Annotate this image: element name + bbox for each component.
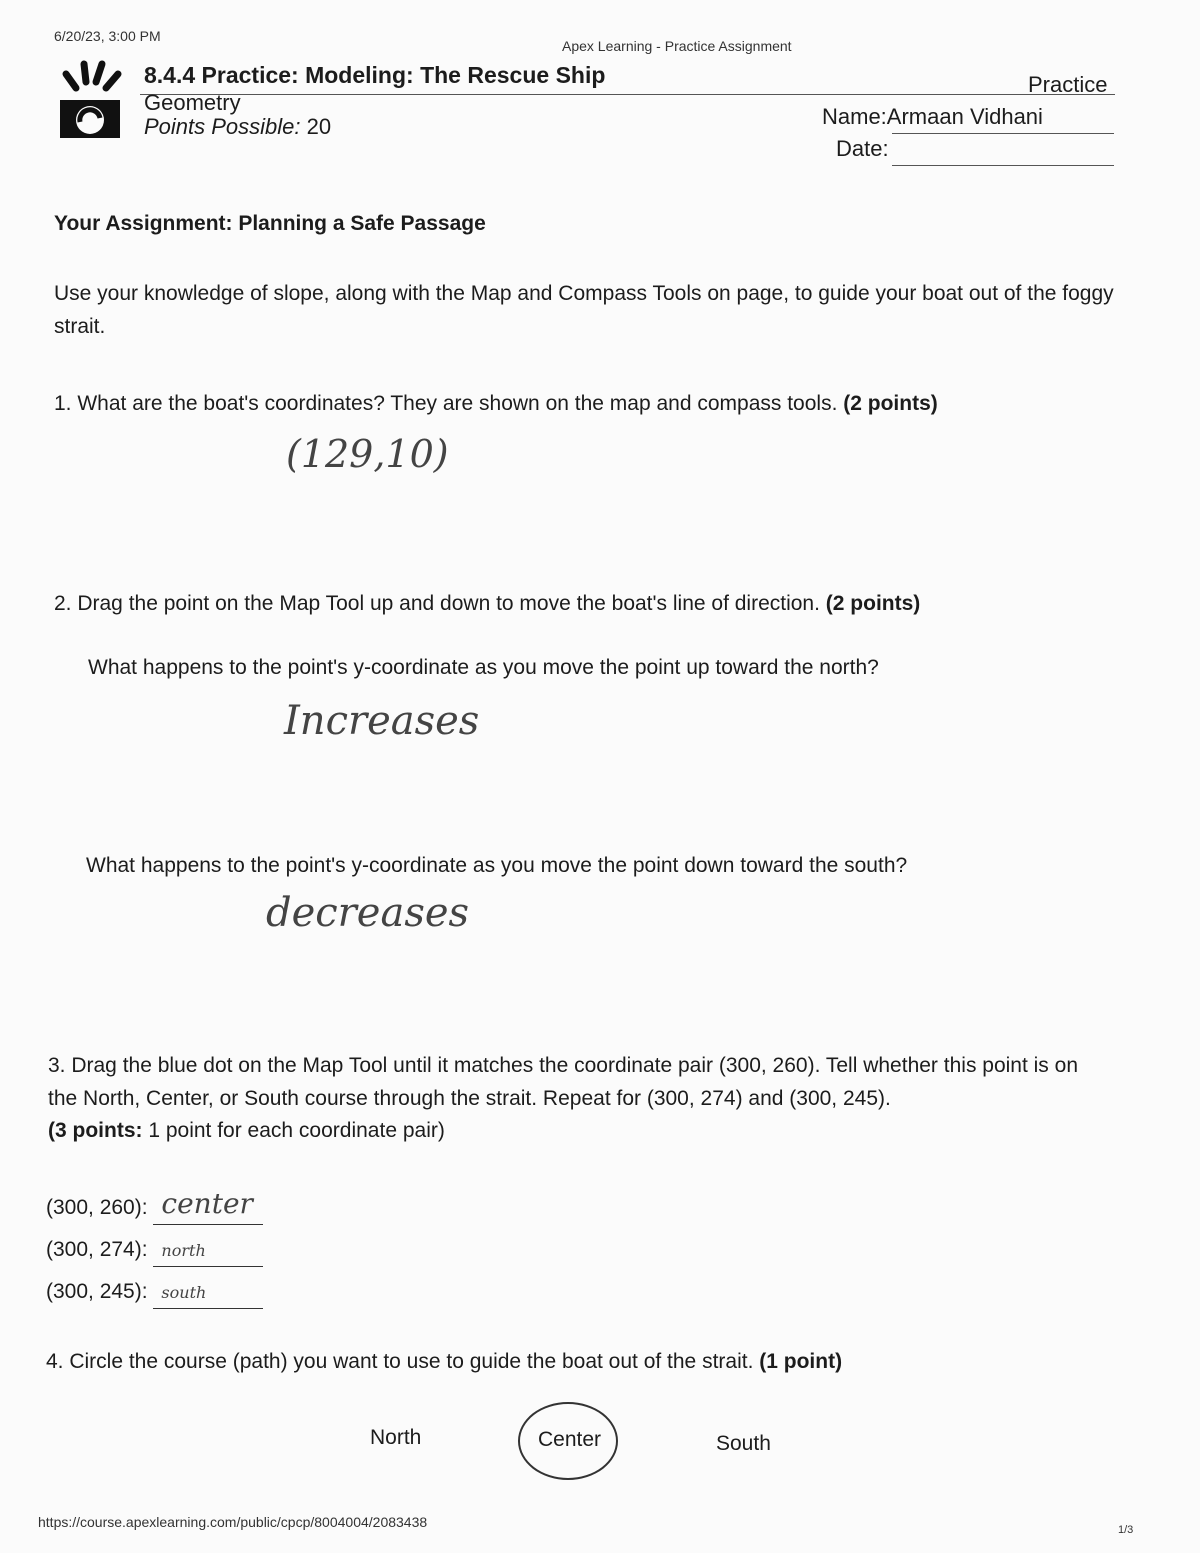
footer-url: https://course.apexlearning.com/public/cpcp/8004004/2083438 [38, 1514, 428, 1530]
pair-label-2: (300, 274): [46, 1238, 148, 1261]
answer-2b-handwritten: decreases [266, 890, 470, 936]
assignment-title: 8.4.4 Practice: Modeling: The Rescue Ship [144, 62, 606, 88]
name-field [822, 104, 1043, 130]
course-option-center[interactable]: Center [538, 1428, 602, 1451]
question-3-points-bold: (3 points: [48, 1119, 143, 1143]
print-datetime: 6/20/23, 3:00 PM [54, 28, 161, 44]
question-3 [48, 1050, 1108, 1148]
answer-1-handwritten: (129,10) [286, 432, 449, 476]
assignment-type: Practice [1028, 72, 1108, 97]
pair-answer-3: south [161, 1282, 207, 1302]
footer-page-number: 1/3 [1118, 1524, 1134, 1536]
question-1-text: 1. What are the boat's coordinates? They are shown on the map and compass tools. [54, 392, 838, 415]
pair-row-1 [46, 1187, 263, 1225]
subject: Geometry [144, 90, 241, 115]
question-4 [46, 1346, 1126, 1379]
pair-answer-1: center [161, 1187, 253, 1221]
points-possible [144, 114, 331, 140]
question-2-points: (2 points) [825, 592, 921, 615]
assignment-intro: Use your knowledge of slope, along with the Map and Compass Tools on page, to guide your boat out of the foggy strait. [54, 282, 1114, 338]
question-1 [54, 388, 1134, 421]
pair-label-1: (300, 260): [46, 1196, 148, 1219]
pair-answer-line-1 [153, 1187, 263, 1225]
question-2b: What happens to the point's y-coordinate as you move the point down toward the south? [86, 854, 908, 877]
question-2 [54, 588, 1134, 621]
pair-answer-2: north [161, 1240, 206, 1260]
question-3-text: 3. Drag the blue dot on the Map Tool until it matches the coordinate pair (300, 260). Tell whether this point is on the North, Center, or South course through the strait. Repeat for (300, 274) and (300, 245). [48, 1054, 1079, 1110]
name-value: Armaan Vidhani [886, 104, 1043, 129]
pair-row-2 [46, 1234, 263, 1267]
sun-logo-icon [56, 56, 124, 140]
question-2-text: 2. Drag the point on the Map Tool up and down to move the boat's line of direction. [54, 592, 820, 615]
pair-answer-line-3 [153, 1284, 263, 1309]
points-label: Points Possible: [144, 114, 301, 139]
assignment-heading: Your Assignment: Planning a Safe Passage [54, 212, 486, 235]
course-option-south[interactable]: South [716, 1432, 771, 1455]
question-2a: What happens to the point's y-coordinate as you move the point up toward the north? [88, 656, 879, 679]
pair-label-3: (300, 245): [46, 1280, 148, 1303]
course-option-north[interactable]: North [370, 1426, 422, 1449]
pair-row-3 [46, 1276, 263, 1309]
question-4-text: 4. Circle the course (path) you want to use to guide the boat out of the strait. [46, 1350, 754, 1373]
date-label: Date: [836, 136, 889, 161]
name-label: Name: [822, 104, 887, 129]
points-value: 20 [306, 114, 332, 139]
question-1-points: (2 points) [843, 392, 938, 415]
answer-2a-handwritten: Increases [284, 698, 480, 744]
question-4-points: (1 point) [759, 1350, 843, 1373]
print-site-title: Apex Learning - Practice Assignment [562, 38, 792, 54]
pair-answer-line-2 [153, 1242, 263, 1267]
question-3-points-rest: 1 point for each coordinate pair) [142, 1119, 445, 1143]
